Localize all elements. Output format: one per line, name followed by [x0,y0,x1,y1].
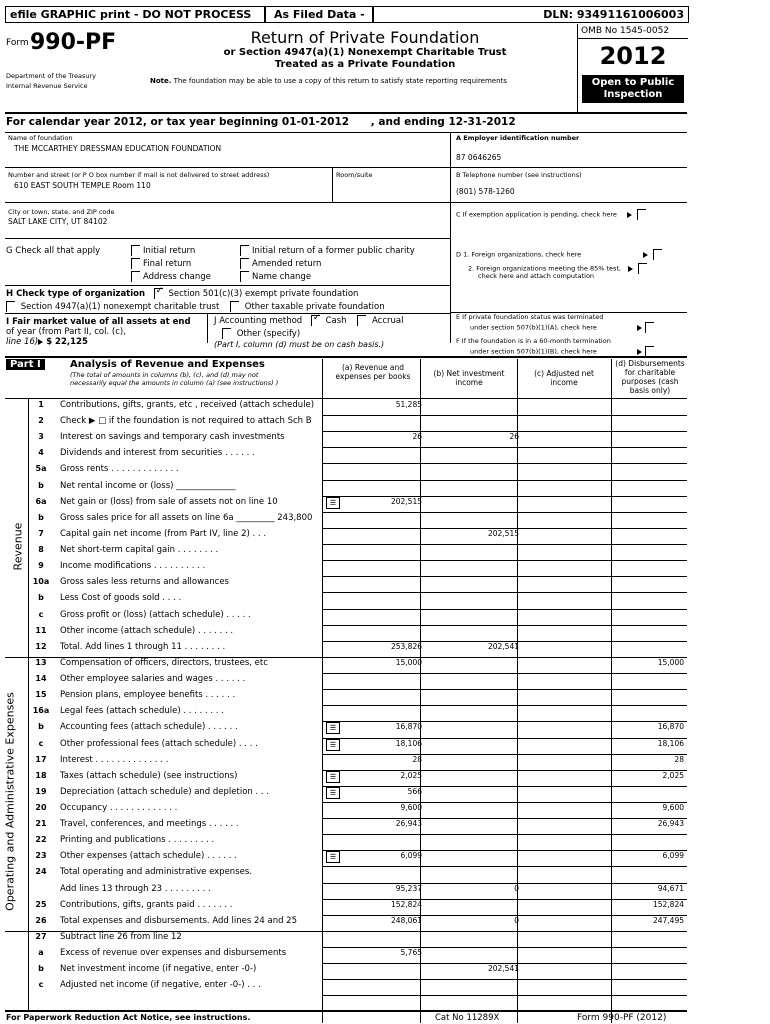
divider [5,238,451,239]
cell-dd[interactable]: 18,106 [657,738,684,748]
line-number: 22 [35,835,47,845]
table-row [0,739,770,755]
table-row [0,658,770,674]
table-row [0,722,770,738]
arrow-icon [38,339,43,345]
h-501c3-checkbox[interactable] [154,288,163,299]
table-row [0,577,770,593]
line-number: a [38,948,44,958]
efile-banner [5,6,689,23]
form-prefix: Form [6,38,29,48]
table-row [0,561,770,577]
opt-initial-former-charity: Initial return of a former public charity [252,246,415,256]
line-number: c [38,738,44,748]
line-number: 19 [35,786,47,796]
line-number: 23 [35,851,47,861]
cell-dd[interactable]: 9,600 [662,803,684,812]
line-description: Compensation of officers, directors, trustees, etc [60,657,268,668]
form-subtitle1: or Section 4947(a)(1) Nonexempt Charitable Trust [223,47,507,58]
table-row [0,867,770,883]
cell-dd[interactable]: 152,824 [652,899,684,909]
table-row [0,400,770,416]
d2-text-line1: 2. Foreign organizations meeting the 85% test, [468,264,622,273]
line-description: Pension plans, employee benefits . . . . . . [60,690,236,701]
open-to-public-badge [582,75,684,103]
cell-b[interactable]: 202,541 [487,641,519,651]
line-description: Dividends and interest from securities . . . . . . [60,448,255,459]
line-number: 20 [35,803,47,812]
omb-number: OMB No 1545-0052 [578,24,688,39]
cell-a[interactable]: 9,600 [400,803,422,812]
city-label: City or town, state, and ZIP code [8,208,115,216]
calendar-line [6,116,516,128]
line-description: Other professional fees (attach schedule) . . . . [60,738,258,749]
table-row [0,416,770,432]
line-number: 9 [38,561,44,571]
cash-checkbox[interactable] [311,315,320,326]
c-label [456,209,649,220]
opt-name-change: Name change [252,272,312,282]
calendar-prefix: For calendar year 2012, or tax year beginning [6,116,279,128]
table-row [0,932,770,948]
table-row [0,513,770,529]
g-options-col1 [131,245,211,284]
attachment-icon[interactable]: ☰ [326,722,340,734]
line-number: 21 [35,819,47,829]
divider [5,285,451,286]
column-divider [207,313,208,343]
open-line1: Open to Public [591,77,675,88]
part1-label: Part I [6,359,45,370]
cell-b[interactable]: 0 [514,915,519,925]
table-row [0,593,770,609]
cell-a[interactable]: 2,025 [400,770,422,780]
line-number: 16a [32,706,50,716]
d2-checkbox[interactable] [638,263,647,274]
line-description: Legal fees (attach schedule) . . . . . . . . [60,706,224,717]
f-section [456,337,657,357]
open-line2: Inspection [603,89,663,100]
cell-b[interactable]: 26 [509,432,519,442]
cell-a[interactable]: 26,943 [395,819,422,829]
line-number: 18 [35,770,47,780]
line-description: Interest on savings and temporary cash investments [60,432,285,443]
line-number: 4 [38,448,44,458]
table-row [0,884,770,900]
h-4947-checkbox[interactable] [6,301,15,312]
line-description: Gross profit or (loss) (attach schedule) . . . . . [60,609,251,620]
line-number: 25 [35,899,47,909]
d2-label-line2: check here and attach computation [478,272,595,280]
cell-b[interactable]: 0 [514,883,519,893]
j-row2 [222,328,300,339]
line-description: Depreciation (attach schedule) and depletion . . . [60,786,270,797]
cell-a[interactable]: 6,099 [400,851,422,861]
line-description: Accounting fees (attach schedule) . . . . . . [60,722,238,733]
cell-dd[interactable]: 6,099 [662,851,684,861]
j-row1 [214,315,403,326]
calendar-mid: , and ending [370,116,445,128]
initial-former-charity-checkbox[interactable] [240,245,249,256]
col-a-header: (a) Revenue and expenses per books [335,363,411,381]
line-description: Gross sales less returns and allowances [60,577,229,588]
e-checkbox[interactable] [645,322,654,333]
room-divider [332,167,333,202]
table-row [0,803,770,819]
address-change-checkbox[interactable] [131,271,140,282]
line-description: Interest . . . . . . . . . . . . . . [60,754,169,765]
line-description: Capital gain net income (from Part IV, line 2) . . . [60,528,267,539]
attachment-icon[interactable]: ☰ [326,497,340,509]
cell-a[interactable]: 16,870 [395,722,422,732]
cell-dd[interactable]: 94,671 [657,883,684,893]
table-row [0,497,770,513]
h-opt3: Other taxable private foundation [244,302,385,312]
h-row1 [6,288,358,299]
line-number: c [38,980,44,990]
line-number: 24 [35,867,47,877]
divider [5,356,687,358]
table-row [0,755,770,771]
cell-a[interactable]: 566 [407,786,422,796]
j-accrual: Accrual [371,316,404,326]
line-number: 10a [32,577,50,587]
cell-dd[interactable]: 28 [674,754,684,764]
line-number: 11 [35,625,47,635]
tax-year-begin: 01-01-2012 [281,116,350,128]
line-number: 8 [38,545,44,555]
banner-separator [264,7,266,22]
table-row [0,835,770,851]
table-row [0,851,770,867]
c-checkbox[interactable] [637,209,646,220]
table-row [0,432,770,448]
line-number: 7 [38,528,44,538]
line-description: Taxes (attach schedule) (see instructions) [60,770,238,781]
fmv-value[interactable]: $ 22,125 [46,337,88,347]
line-number: b [38,512,44,522]
table-row [0,642,770,658]
cell-dd[interactable]: 16,870 [657,722,684,732]
arrow-icon [627,212,632,218]
line-description: Total. Add lines 1 through 11 . . . . . . . . [60,641,226,652]
footer-form: Form 990-PF (2012) [577,1013,667,1023]
cell-dd[interactable]: 26,943 [657,819,684,829]
i-line3: line 16) [6,337,39,347]
line-number: 12 [35,641,47,651]
attachment-icon[interactable]: ☰ [326,787,340,799]
attachment-icon[interactable]: ☰ [326,851,340,863]
line-number: 14 [35,674,47,684]
arrow-icon [643,252,648,258]
h-other-checkbox[interactable] [230,301,239,312]
h-opt2: Section 4947(a)(1) nonexempt charitable trust [20,302,220,312]
line-description: Add lines 13 through 23 . . . . . . . . . [60,883,211,894]
cell-a[interactable]: 95,237 [395,883,422,893]
part1-note: (The total of amounts in columns (b), (c), and (d) may not necessarily equal the amounts in column (a) (see instructions) ) [70,371,279,387]
table-row [0,545,770,561]
f-line2: under section 507(b)(1)(B), check here [470,347,597,356]
table-row [0,481,770,497]
table-row [0,529,770,545]
divider [5,1010,687,1012]
cell-dd[interactable]: 2,025 [662,770,684,780]
i-line1: I Fair market value of all assets at end [6,317,191,327]
department-line1: Department of the Treasury [6,72,97,80]
note-text: The foundation may be able to use a copy of this return to satisfy state reporting requirements [173,77,507,85]
line-number: b [38,964,44,974]
line-number: 2 [38,416,44,426]
table-row [0,916,770,932]
cell-a[interactable]: 248,061 [390,915,422,925]
room-label: Room/suite [336,171,373,179]
line-description: Occupancy . . . . . . . . . . . . . [60,803,178,813]
section-divider [5,657,687,658]
cell-a[interactable]: 5,765 [400,948,422,958]
line-description: Excess of revenue over expenses and disbursements [60,948,287,959]
footer-cat: Cat No 11289X [435,1013,500,1023]
table-row [0,448,770,464]
arrow-icon [637,349,642,355]
form-title: Return of Private Foundation [250,28,480,47]
line-description: Total operating and administrative expenses. [60,867,252,878]
omb-box [577,24,688,112]
row-divider [322,995,687,996]
city-value[interactable]: SALT LAKE CITY, UT 84102 [8,217,108,226]
i-line2: of year (from Part II, col. (c), [6,327,126,337]
h-label: H Check type of organization [6,289,146,299]
part1-title: Analysis of Revenue and Expenses [70,359,265,370]
street-address[interactable]: 610 EAST SOUTH TEMPLE Room 110 [14,181,151,190]
ein-label: A Employer identification number [456,134,580,142]
e-section [456,313,657,333]
final-return-checkbox[interactable] [131,258,140,269]
cell-a[interactable]: 253,826 [390,641,422,651]
form-note [150,77,507,85]
footer-paperwork: For Paperwork Reduction Act Notice, see instructions. [6,1013,251,1022]
line-number: b [38,480,44,490]
side-label-expenses: Operating and Administrative Expenses [3,692,17,911]
line-description: Contributions, gifts, grants paid . . . . . . . [60,899,233,910]
j-cash: Cash [325,316,347,326]
line-number: 17 [35,754,47,764]
amended-return-checkbox[interactable] [240,258,249,269]
arrow-icon [637,325,642,331]
table-row [0,948,770,964]
e-line2: under section 507(b)(1)(A), check here [470,323,597,332]
line-description: Net short-term capital gain . . . . . . . . [60,545,219,556]
c-label-text: C If exemption application is pending, check here [456,210,617,219]
h-opt1: Section 501(c)(3) exempt private foundation [168,289,359,299]
line-number: 27 [35,931,47,941]
table-row [0,690,770,706]
f-line1: F If the foundation is in a 60-month termination [456,337,611,345]
e-line1: E If private foundation status was terminated [456,313,604,321]
arrow-icon [628,266,633,272]
divider [5,313,451,314]
attachment-icon[interactable]: ☰ [326,771,340,783]
line-description: Other expenses (attach schedule) . . . . . . [60,851,237,862]
divider [5,112,687,114]
table-row [0,771,770,787]
form-subtitle2: Treated as a Private Foundation [274,59,456,70]
table-row [0,674,770,690]
cell-a[interactable]: 202,515 [390,496,422,506]
other-method-checkbox[interactable] [222,328,231,339]
cell-a[interactable]: 26 [412,432,422,442]
line-description: Contributions, gifts, grants, etc , received (attach schedule) [60,400,315,410]
line-number: c [38,609,44,619]
j-note: (Part I, column (d) must be on cash basis.) [214,340,385,349]
side-label-revenue: Revenue [11,522,25,571]
line-description: Gross rents . . . . . . . . . . . . . [60,464,179,475]
h-row2 [6,301,385,312]
cell-a[interactable]: 18,106 [395,738,422,748]
table-row [0,610,770,626]
cell-a[interactable]: 15,000 [395,657,422,667]
cell-dd[interactable]: 15,000 [657,657,684,667]
line-description: Printing and publications . . . . . . . . . [60,835,215,846]
table-row [0,626,770,642]
j-label: J Accounting method [214,316,303,326]
col-c-header: (c) Adjusted net income [534,369,594,387]
line-description: Travel, conferences, and meetings . . . . . . [60,819,239,830]
table-row [0,706,770,722]
initial-return-checkbox[interactable] [131,245,140,256]
line-number: 3 [38,432,44,442]
efile-label: efile GRAPHIC print - DO NOT PROCESS [10,8,252,21]
cell-b[interactable]: 202,515 [487,528,519,538]
divider [5,167,687,168]
table-row [0,900,770,916]
cell-a[interactable]: 152,824 [390,899,422,909]
col-d-header: (d) Disbursements for charitable purposes (cash basis only) [615,359,685,395]
banner-separator [372,7,374,22]
table-row [0,964,770,980]
g-options-col2 [240,245,415,284]
opt-final-return: Final return [143,259,192,269]
opt-address-change: Address change [143,272,211,282]
line-number: 6a [35,496,47,506]
line-description: Net rental income or (loss) ______________ [60,480,236,491]
line-number: 5a [35,464,47,474]
tax-year-end: 12-31-2012 [448,116,516,128]
line-description: Less Cost of goods sold . . . . [60,593,182,604]
line-number: b [38,722,44,732]
line-description: Adjusted net income (if negative, enter -0-) . . . [60,980,261,991]
opt-initial-return: Initial return [143,246,196,256]
cell-dd[interactable]: 247,495 [652,915,684,925]
filed-label: As Filed Data - [274,8,365,21]
line-number: 1 [38,400,44,409]
line-description: Gross sales price for all assets on line 6a _________ 243,800 [60,512,313,523]
table-row [0,819,770,835]
line-description: Subtract line 26 from line 12 [60,931,182,942]
phone-label: B Telephone number (see instructions) [456,171,582,179]
ein-value[interactable]: 87 0646265 [456,153,502,162]
line-description: Other employee salaries and wages . . . . . . [60,674,246,685]
department-line2: Internal Revenue Service [6,82,88,90]
d1-text: D 1. Foreign organizations, check here [456,250,582,259]
line-description: Check ▶ □ if the foundation is not required to attach Sch B [60,416,312,427]
line-description: Income modifications . . . . . . . . . . [60,561,206,572]
phone-value[interactable]: (801) 578-1260 [456,187,515,196]
attachment-icon[interactable]: ☰ [326,739,340,751]
line-number: 13 [35,657,47,667]
cell-b[interactable]: 202,541 [487,964,519,974]
line-description: Other income (attach schedule) . . . . . . . [60,625,234,636]
d1-checkbox[interactable] [653,249,662,260]
col-b-header: (b) Net investment income [433,369,505,387]
divider [5,202,687,203]
name-label: Name of foundation [8,134,73,142]
cell-a[interactable]: 51,285 [395,400,422,409]
g-label: G Check all that apply [6,246,101,256]
line-number: b [38,593,44,603]
section-divider [5,931,687,932]
divider [5,398,687,399]
name-change-checkbox[interactable] [240,271,249,282]
i-section [6,317,191,347]
d1-label [456,249,665,260]
line-description: Total expenses and disbursements. Add lines 24 and 25 [60,915,297,926]
note-label: Note. [150,77,172,85]
divider [5,132,687,133]
j-other: Other (specify) [236,329,301,339]
line-number: 26 [35,915,47,925]
line-description: Net gain or (loss) from sale of assets not on line 10 [60,496,278,507]
street-label: Number and street (or P O box number if mail is not delivered to street address) [8,171,270,179]
dln-label: DLN: 93491161006003 [543,8,684,21]
opt-amended-return: Amended return [252,259,322,269]
form-number: 990-PF [30,30,117,55]
table-row [0,464,770,480]
line-number: 15 [35,690,47,700]
table-row [0,787,770,803]
line-description: Net investment income (if negative, enter -0-) [60,964,257,975]
cell-a[interactable]: 28 [412,754,422,764]
foundation-name[interactable]: THE MCCARTHEY DRESSMAN EDUCATION FOUNDATION [14,144,222,153]
accrual-checkbox[interactable] [357,315,366,326]
tax-year: 2012 [599,42,667,70]
table-row [0,980,770,996]
